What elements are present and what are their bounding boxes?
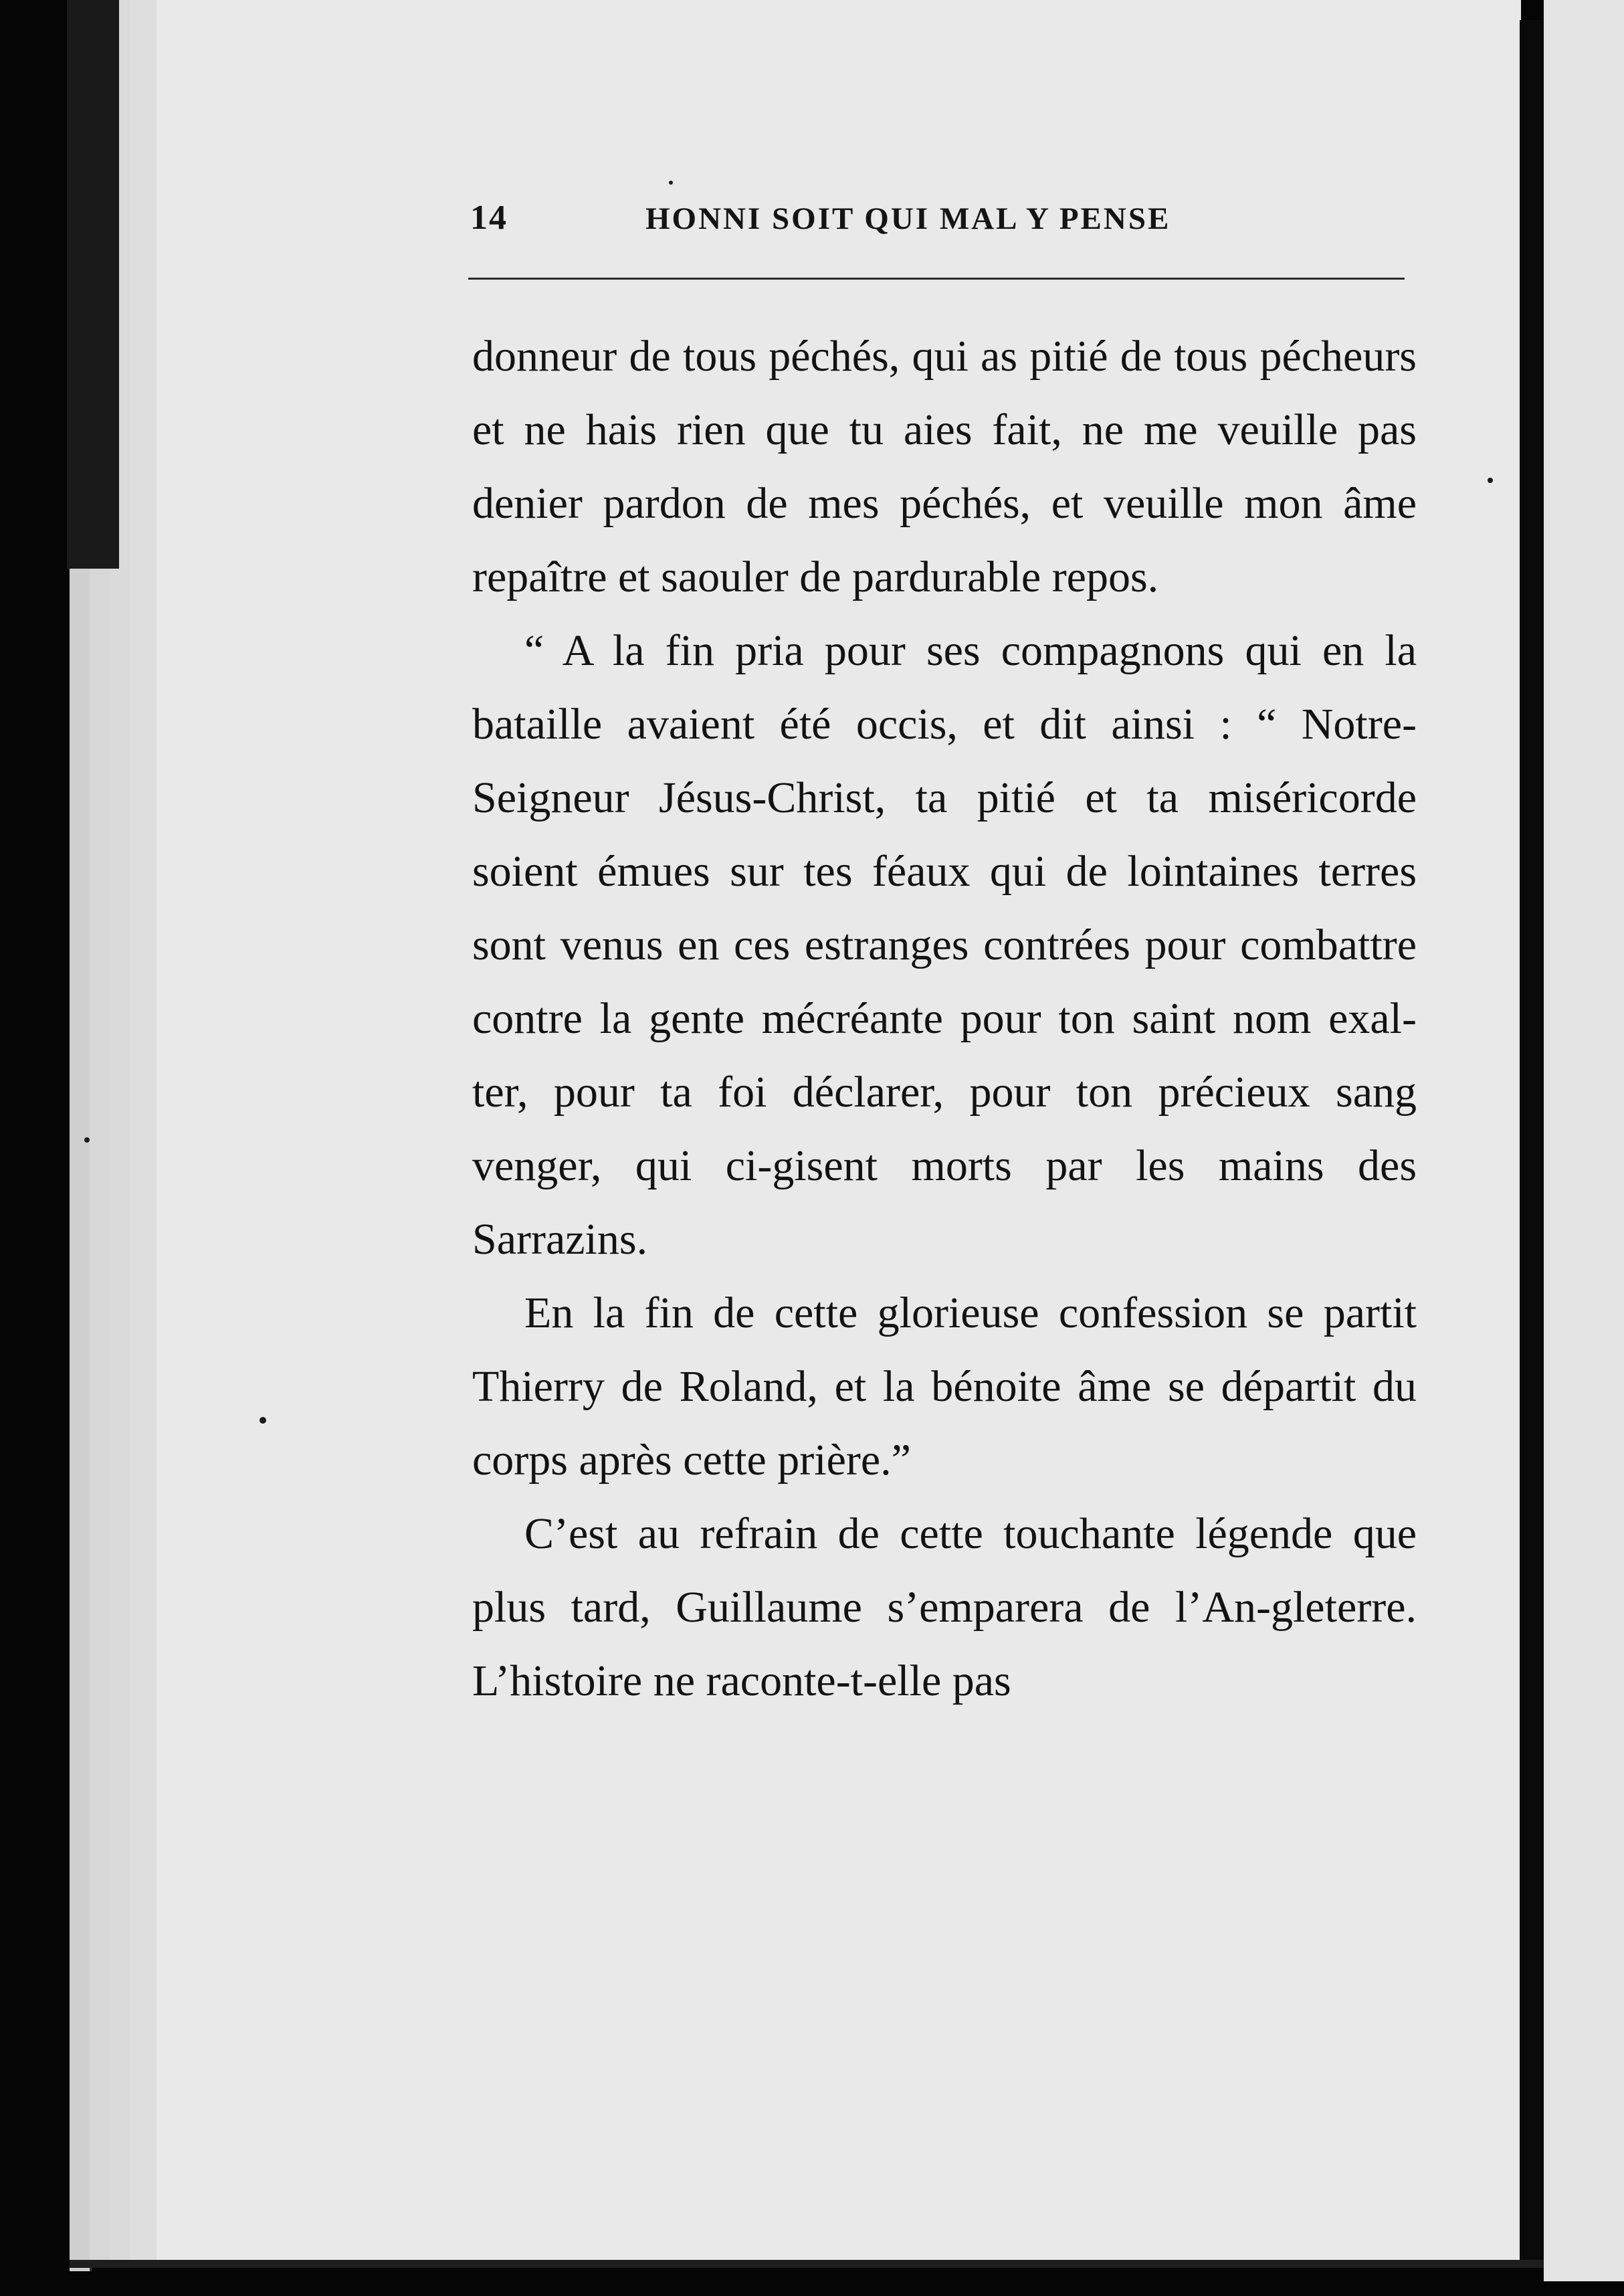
scan-speck xyxy=(1488,478,1493,483)
scan-speck xyxy=(84,1137,90,1143)
bottom-edge xyxy=(70,2260,1544,2268)
dark-strip xyxy=(67,0,119,569)
page-edge xyxy=(130,0,159,2261)
paragraph: donneur de tous péchés, qui as pitié de tous pécheurs et ne hais rien que tu aies fait, ne me veuille pas denier pardon de mes péchés, et veuille mon âme repaître et saouler de pardurable repos. xyxy=(472,332,1417,601)
binding-shadow xyxy=(1520,20,1544,2268)
running-title: HONNI SOIT QUI MAL Y PENSE xyxy=(645,201,1171,236)
paragraph: C’est au refrain de cette touchante légende que plus tard, Guillaume s’emparera de l’An-gleterre. L’histoire ne raconte-t-elle pas xyxy=(472,1509,1417,1705)
next-page-edge xyxy=(1544,0,1624,2281)
paragraph: “ A la fin pria pour ses compagnons qui en la bataille avaient été occis, et dit ainsi : “ Notre-Seigneur Jésus-Christ, ta pitié et ta miséricorde soient émues sur tes féaux qui de lointaines terres sont venus en ces estranges contrées pour combattre contre la gente mécréante pour ton saint nom exal-ter, pour ta foi déclarer, pour ton précieux sang venger, qui ci-gisent morts par les mains des Sarrazins. xyxy=(472,626,1417,1264)
header-rule xyxy=(468,278,1405,280)
body-text xyxy=(472,320,1417,1718)
scan-speck xyxy=(260,1417,266,1424)
running-head xyxy=(470,198,1239,245)
paragraph: En la fin de cette glorieuse confession se partit Thierry de Roland, et la bénoite âme se départit du corps après cette prière.” xyxy=(472,1288,1417,1485)
scan-speck xyxy=(669,181,673,185)
page-number: 14 xyxy=(470,199,508,237)
